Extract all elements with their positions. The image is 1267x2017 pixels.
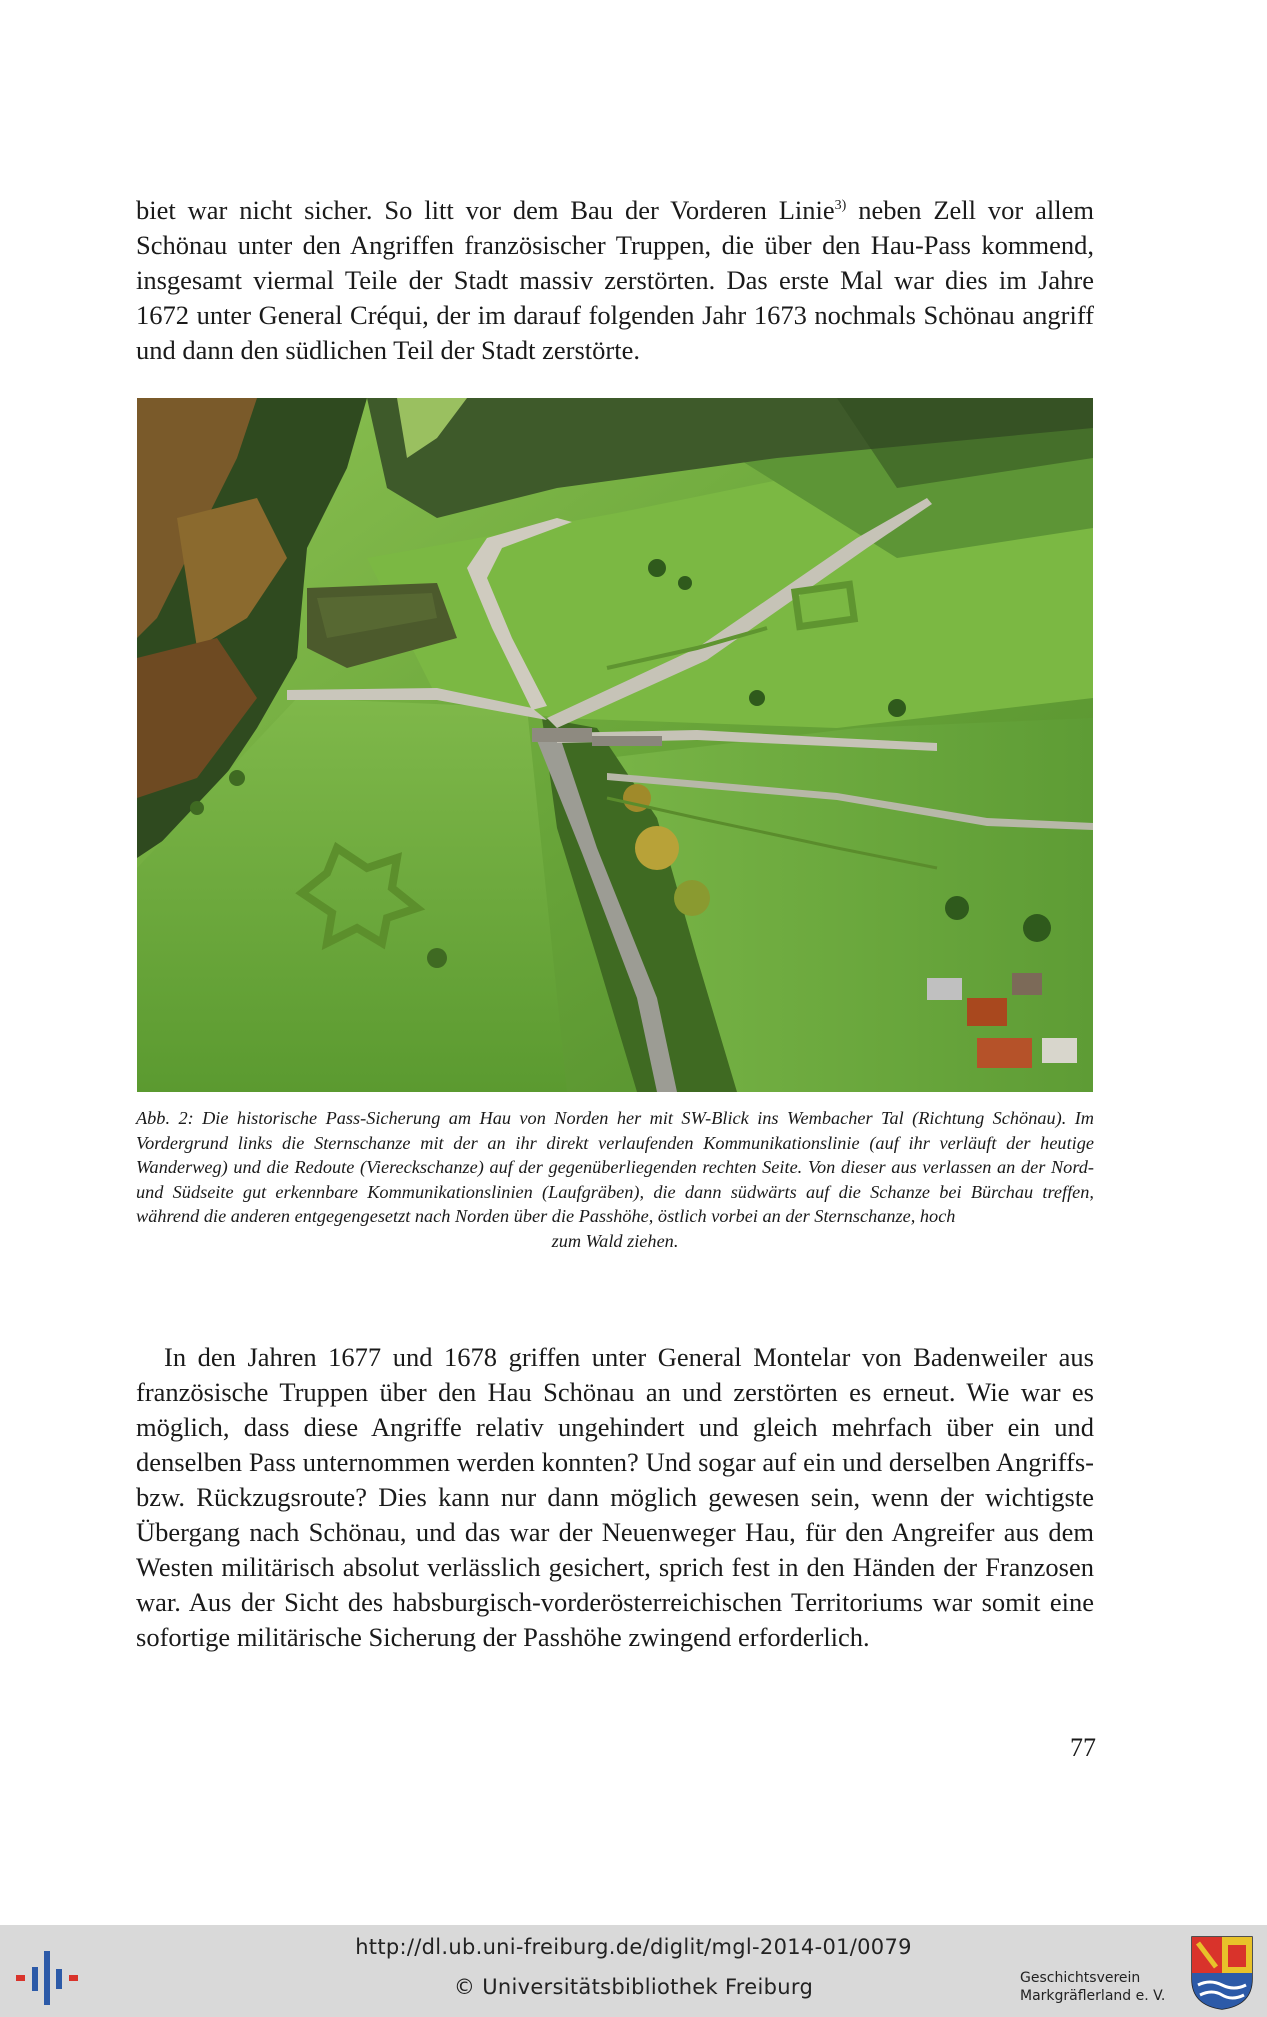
copyright-notice: © Universitätsbibliothek Freiburg	[453, 1975, 814, 1999]
paragraph-1	[136, 193, 1094, 368]
document-url-link[interactable]: http://dl.ub.uni-freiburg.de/diglit/mgl-2014-01/0079	[355, 1935, 912, 1959]
aerial-photograph	[137, 398, 1093, 1092]
footer-bar	[0, 1925, 1267, 2017]
figure-caption-last-line: zum Wald ziehen.	[551, 1230, 679, 1251]
footnote-reference[interactable]: 3)	[834, 198, 847, 214]
page-number: 77	[1070, 1733, 1096, 1762]
publisher-line-1: Geschichtsverein	[1020, 1970, 1141, 1986]
paragraph-1-text-a: biet war nicht sicher. So litt vor dem Bau der Vorderen Linie	[136, 195, 835, 225]
figure-caption-text: Abb. 2: Die historische Pass-Sicherung am Hau von Norden her mit SW-Blick ins Wembacher Tal (Richtung Schönau). Im Vordergrund links die Sternschanze mit der an ihr direkt verlaufenden Kommunikationslinie (auf ihr verläuft der heutige Wanderweg) und die Redoute (Viereckschanze) auf der gegenüberliegenden rechten Seite. Von dieser aus verlassen an der Nord- und Südseite gut erkennbare Kommunikationslinien (Laufgräben), die dann südwärts auf die Schanze bei Bürchau treffen, während die anderen entgegengesetzt nach Norden über die Passhöhe, östlich vorbei an der Sternschanze, hoch	[136, 1108, 1094, 1226]
publisher-line-2: Markgräflerland e. V.	[1020, 1988, 1166, 2004]
paragraph-1-text-b: neben Zell vor allem Schönau unter den Angriffen französischer Truppen, die über den Hau-Pass kommend, insgesamt viermal Teile der Stadt massiv zerstörten. Das erste Mal war dies im Jahre 1672 unter General Créqui, der im darauf folgenden Jahr 1673 nochmals Schönau angriff und dann den südlichen Teil der Stadt zerstörte.	[136, 195, 1094, 365]
figure-caption	[136, 1106, 1094, 1253]
paragraph-2: In den Jahren 1677 und 1678 griffen unter General Montelar von Badenweiler aus französische Truppen über den Hau Schönau an und zerstörten es erneut. Wie war es möglich, dass diese Angriffe relativ ungehindert und gleich mehrfach über ein und denselben Pass unternommen werden konnten? Und sogar auf ein und derselben Angriffs- bzw. Rückzugsroute? Dies kann nur dann möglich gewesen sein, wenn der wichtigste Übergang nach Schönau, und das war der Neuenweger Hau, für den Angreifer aus dem Westen militärisch absolut verlässlich gesichert, sprich fest in den Händen der Franzosen war. Aus der Sicht des habsburgisch-vorderösterreichischen Territoriums war somit eine sofortige militärische Sicherung der Passhöhe zwingend erforderlich.	[136, 1342, 1094, 1652]
coat-of-arms-icon[interactable]	[1190, 1935, 1254, 2011]
publisher-name	[1020, 1969, 1190, 2005]
